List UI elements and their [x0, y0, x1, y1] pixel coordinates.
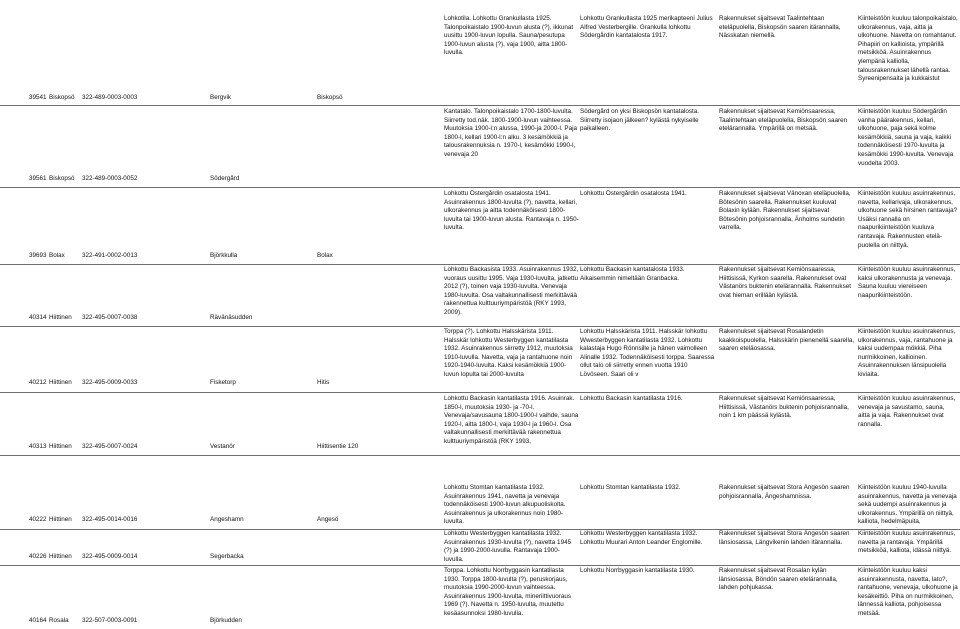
cell-history: Torppa (?). Lohkottu Halsskärista 1911. Halsskär lohkottu Westerbyggen kantatilasta 1932. Asuinrakennus siirretty 1912, muutoksia 1910-luvulla. Navetta, vaja ja rantahuone noin 1920-1940-luvulta. Kaksi kesämökkiä 1900-luvun lopulta tai 2000-luvulta [444, 328, 573, 378]
table-row[interactable] [0, 530, 960, 565]
cell-id: 40314 [29, 314, 47, 321]
cell-col5: Kiinteistöön kuuluu asuinrakennus, navetta ja rantavaja. Ympärillä metsikköä, kalliota, idässä niittyä. [858, 530, 956, 555]
cell-id: 40222 [29, 516, 47, 523]
cell-col4: Rakennukset sijaitsevat Taalintehtaan eteläpuolella, Biskopsön saaren itärannalla, Nässkatan niemellä. [719, 15, 841, 40]
cell-col5: Kiinteistöön kuuluu kaksi asuinrakennusta, navetta, lato?, rantahuone, venevaja, ulkohuone ja kesäkeittiö. Piha on nurmikkoinen, lännessä kalliota, pohjoisessa metsää. [858, 567, 958, 617]
cell-code: 322-495-0014-0016 [82, 516, 138, 523]
cell-col5: Kiinteistöön kuuluu asuinrakennus, venevaja ja savustamo, sauna, aitta ja vaja. Rakennukset ovat rannalla. [858, 395, 956, 428]
row-separator [0, 326, 960, 327]
cell-col4: Rakennukset sijaitsevat Kemiönsaaressa, Taalintehtaan eteläpuolella, Biskopsön saaren etelärannalla. Ympärillä on metsää. [719, 108, 848, 133]
cell-code: 322-495-0007-0038 [82, 314, 138, 321]
cell-col4: Rakennukset sijaitsevat Stora Ängesön saaren länsiosassa, Längvikenin lahden itärannalla. [719, 530, 850, 546]
cell-code: 322-491-0002-0013 [82, 252, 138, 259]
cell-col3: Södergård on yksi Biskopsön kantatalosta. Siirretty isojaon jälkeen? kylästä nykyiselle paikalleen. [580, 108, 700, 133]
cell-col5: Kiinteistöön kuuluu Södergårdin vanha päärakennus, kellari, ulkohuone, paja sekä kolme kesämökkiä, sauna ja vaja, kaikki todennäköisesti 1970-luvulta ja kesämökki 1990-luvulta. Venevaja vuodelta 2003. [858, 108, 954, 167]
cell-history: Lohkottu Backasin kantatilasta 1916. Asuinrak. 1850-l, muutoksia 1930- ja -70-l. Venevaja/savusauna 1800-1900-l vaihde, sauna 1920-l, aitta 1800-l, vaja 1930-l ja 1960-l. Osa valtakunnallisesti merkittävää rakennettua kulttuuriympäristöä (RKY 1993, [444, 395, 579, 445]
cell-col3: Lohkottu Westerbyggen kantatilasta 1932. Lohkottu Muurari Anton Leander Englomille. [580, 530, 703, 546]
cell-village: Biskopsö [49, 175, 75, 182]
cell-col5: Kiinteistöön kuuluu asuinrakennus, ulkorakennus, vaja, rantahuone ja kaksi uudempaa mökkiä. Piha nurmikkoinen, kallioinen. Asuinrakennuksen länsipuolella kiviaita. [858, 328, 956, 378]
table-row[interactable] [0, 266, 960, 326]
cell-col4: Rakennukset sijaitsevat Rosalan kylän länsiosassa, Böndön saaren etelärannalla, lahden pohjukassa. [719, 567, 838, 592]
cell-id: 39561 [29, 175, 47, 182]
cell-village: Hiittinen [49, 516, 72, 523]
row-separator [0, 187, 960, 188]
cell-col4: Rakennukset sijaitsevat Kemiönsaaressa, Hiittisissä, Kyrkon saarella. Rakennukset ovat Västanörs buktenin etelärannalla. Rakennukset ovat hieman erillään kylästä. [719, 266, 851, 299]
cell-history: Lohkottu Östergårdin osatalosta 1941. Asuinrakennus 1800-luvulta (?), navetta, kellari, ulkorakennus ja aitta todennäköisesti 1800-luvulta tai 1900-luvun alusta. Rantavaja n. 1950-luvulta. [444, 190, 579, 232]
row-separator [0, 264, 960, 265]
cell-id: 39693 [29, 252, 47, 259]
cell-code: 322-507-0003-0091 [82, 617, 138, 624]
cell-history: Kantatalo. Talonpoikaistalo 1700-1800-luvulta. Siirretty tod.näk. 1800-1900-luvun vaihteessa. Muutoksia 1900-l:n alussa, 1990-ja 2000-l. Paja 1800-l, kellari 1900-l:n alku. 3 kesämökkiä ja talousrakennuksia n. 1970-l, kesämökki 1990-l, venevaja 20 [444, 108, 578, 158]
cell-village: Hiittinen [49, 553, 72, 560]
table-row[interactable] [0, 567, 960, 629]
cell-village: Biskopsö [49, 94, 75, 101]
cell-owner: Ängesö [317, 516, 339, 523]
cell-village: Bolax [49, 252, 65, 259]
cell-col4: Rakennukset sijaitsevat Vänoxan eteläpuolella, Bötesönin saarella. Rakennukset kuuluvat Bolaxin kylään. Rakennukset sijaitsevat Bötesönin pohjoisrannalla, Änholms sundetin varrella. [719, 190, 851, 232]
cell-owner: Hitis [317, 379, 330, 386]
cell-history: Lohkotila. Lohkottu Grankullasta 1925. Talonpoikaistalo 1900-luvun alusta (?), ikkunat uusittu 1900-luvun lopulla. Sauna/pesutupa 1900-luvun alusta (?), vaja 1900, aitta 1800-luvulla. [444, 15, 574, 57]
cell-village: Hiittinen [49, 314, 72, 321]
cell-owner: Hiittisentie 120 [317, 443, 359, 450]
cell-col3: Lohkottu Stomtan kantatilasta 1932. [580, 484, 681, 491]
cell-col4: Rakennukset sijaitsevat Stora Ängesön saaren pohjoisrannalla, Ängeshamnissa. [719, 484, 850, 500]
cell-name: Segerbacka [210, 553, 244, 560]
cell-owner: Bolax [317, 252, 333, 259]
cell-col4: Rakennukset sijaitsevat Kemiönsaaressa, Hiittisissä, Västanörs buktenin pohjoisrannalla, noin 1 km päässä kylästä. [719, 395, 849, 420]
cell-col2: Lohkottu Grankullasta 1925 merikapteeni Julius Alfred Vesterbergille. Grankulla lohkottu Södergårdin kantatalosta 1917. [580, 15, 713, 40]
cell-name: Södergård [210, 175, 240, 182]
cell-history: Lohkottu Backasista 1933. Asuinrakennus 1932, vuoraus uusittu 1995. Vaja 1930-luvulta, jatkettu 2012 (?), toinen vaja 1930-luvulta. Venevaja 1980-luvulta. Osa valtakunnallisesti merkittävää rakennettua kulttuuriympäristöä (RKY 1993, 2009). [444, 266, 579, 316]
table-row[interactable] [0, 328, 960, 391]
cell-code: 322-489-0003-0052 [82, 175, 138, 182]
cell-village: Rosala [49, 617, 69, 624]
cell-name: Bergvik [210, 94, 231, 101]
cell-col5: Kiinteistöön kuuluu asuinrakennus, kaksi ulkorakennusta ja venevaja. Sauna kuuluu viereiseen naapurikiinteistöön. [858, 266, 956, 299]
cell-col5: Kiinteistöön kuuluu asuinrakennus, navetta, kellarivaja, ulkorakennus, ulkohuone sekä hirsinen rantavaja? Usäksi rannalla on naapurikiinteistöön kuuluva rantavaja. Rakennusten eteläpuolella on niittyä. [858, 190, 958, 249]
cell-col4: Rakennukset sijaitsevat Rosalandetin kaakkoispuolella, Halsskärin pienenellä saarella, saaren eteläosassa. [719, 328, 855, 353]
cell-code: 322-495-0009-0014 [82, 553, 138, 560]
cell-col5: Kiinteistöön kuuluu talonpoikaistalo, ulkorakennus, vaja, aitta ja ulkohuone. Navetta on romahtanut. Pihapiiri on kallioista, ympärillä metsikköä. Asuinrakennus ylempänä kalliolla, talousrakennukset lähellä rantaa. Syreenipensaita ja kukkaistut [858, 15, 958, 83]
cell-name: Ängeshamn [210, 516, 244, 523]
cell-village: Hiittinen [49, 443, 72, 450]
cell-code: 322-495-0009-0033 [82, 379, 138, 386]
table-row[interactable] [0, 395, 960, 455]
cell-name: Rävänäsudden [210, 314, 253, 321]
cell-col5: Kiinteistöön kuuluu 1940-luvulla asuinrakennus, navetta ja venevaja sekä uudempi asuinrakennus ja ulkorakennus. Ympärillä on niittyä, kalliota, hedelmäpuita, [858, 484, 957, 526]
cell-col3: Lohkottu Halsskärista 1911. Halsskär lohkottu Wwesterbyggen kantatilasta 1932. Lohkottu kalastaja Hugo Rönnsille ja hänen vaimolleen Alinalle 1932. Todennäköisesti torppa. Saaressa ollut talo oli siirretty ennen vuotta 1910 Lövöseen. Saari oli v [580, 328, 715, 378]
cell-id: 40212 [29, 379, 47, 386]
cell-history: Lohkottu Stomtan kantatilasta 1932. Asuinrakennus 1941, navetta ja venevaja todennäköisesti 1900-luvun alkupuoliskolta. Asuinrakennus ja ulkorakennus noin 1980-luvulta. [444, 484, 566, 526]
row-separator [0, 455, 960, 456]
cell-id: 40226 [29, 553, 47, 560]
cell-col3: Lohkottu Backasin kantatilasta 1916. [580, 395, 683, 402]
cell-code: 322-495-0007-0024 [82, 443, 138, 450]
cell-id: 40313 [29, 443, 47, 450]
table-row[interactable] [0, 190, 960, 264]
cell-code: 322-489-0003-0003 [82, 94, 138, 101]
cell-col3: Lohkottu Östergårdin osatalosta 1941. [580, 190, 687, 197]
cell-id: 40164 [29, 617, 47, 624]
cell-name: Björkkulla [210, 252, 238, 259]
table-row[interactable] [0, 108, 960, 187]
row-separator [0, 565, 960, 566]
cell-owner: Biskopsö [317, 94, 343, 101]
cell-history: Torppa. Lohkottu Norrbyggasin kantatilasta 1930. Torppa 1800-luvulta (?), peruskorjaus, muutoksia 1990-2000-luvun vaihteessa. Asuinrakennus 1900-luvulta, mineriittivuoraus 1969 (?). Navetta n. 1950-luvulta, muutettu kesäasunnoksi 1980-luvulla. [444, 567, 572, 617]
table-row[interactable] [0, 15, 960, 106]
cell-id: 39541 [29, 94, 47, 101]
cell-history: Lohkottu Westerbyggen kantatilasta 1932. Asuinrakennus 1930-luvulta (?), navetta 1945 (?) ja 1990-2000-luvulla. Rantavaja 1900-luvulla. [444, 530, 572, 563]
cell-name: Fisketorp [210, 379, 236, 386]
cell-name: Björkudden [210, 617, 242, 624]
row-separator [0, 392, 960, 393]
table-row[interactable] [0, 484, 960, 528]
cell-village: Hiittinen [49, 379, 72, 386]
cell-col3: Lohkottu Backasin kantatalosta 1933. Aikaisemmin nimeltään Granbacka. [580, 266, 685, 282]
cell-col3: Lohkottu Norrbyggasin kantatilasta 1930. [580, 567, 695, 574]
cell-name: Vestanör [210, 443, 235, 450]
